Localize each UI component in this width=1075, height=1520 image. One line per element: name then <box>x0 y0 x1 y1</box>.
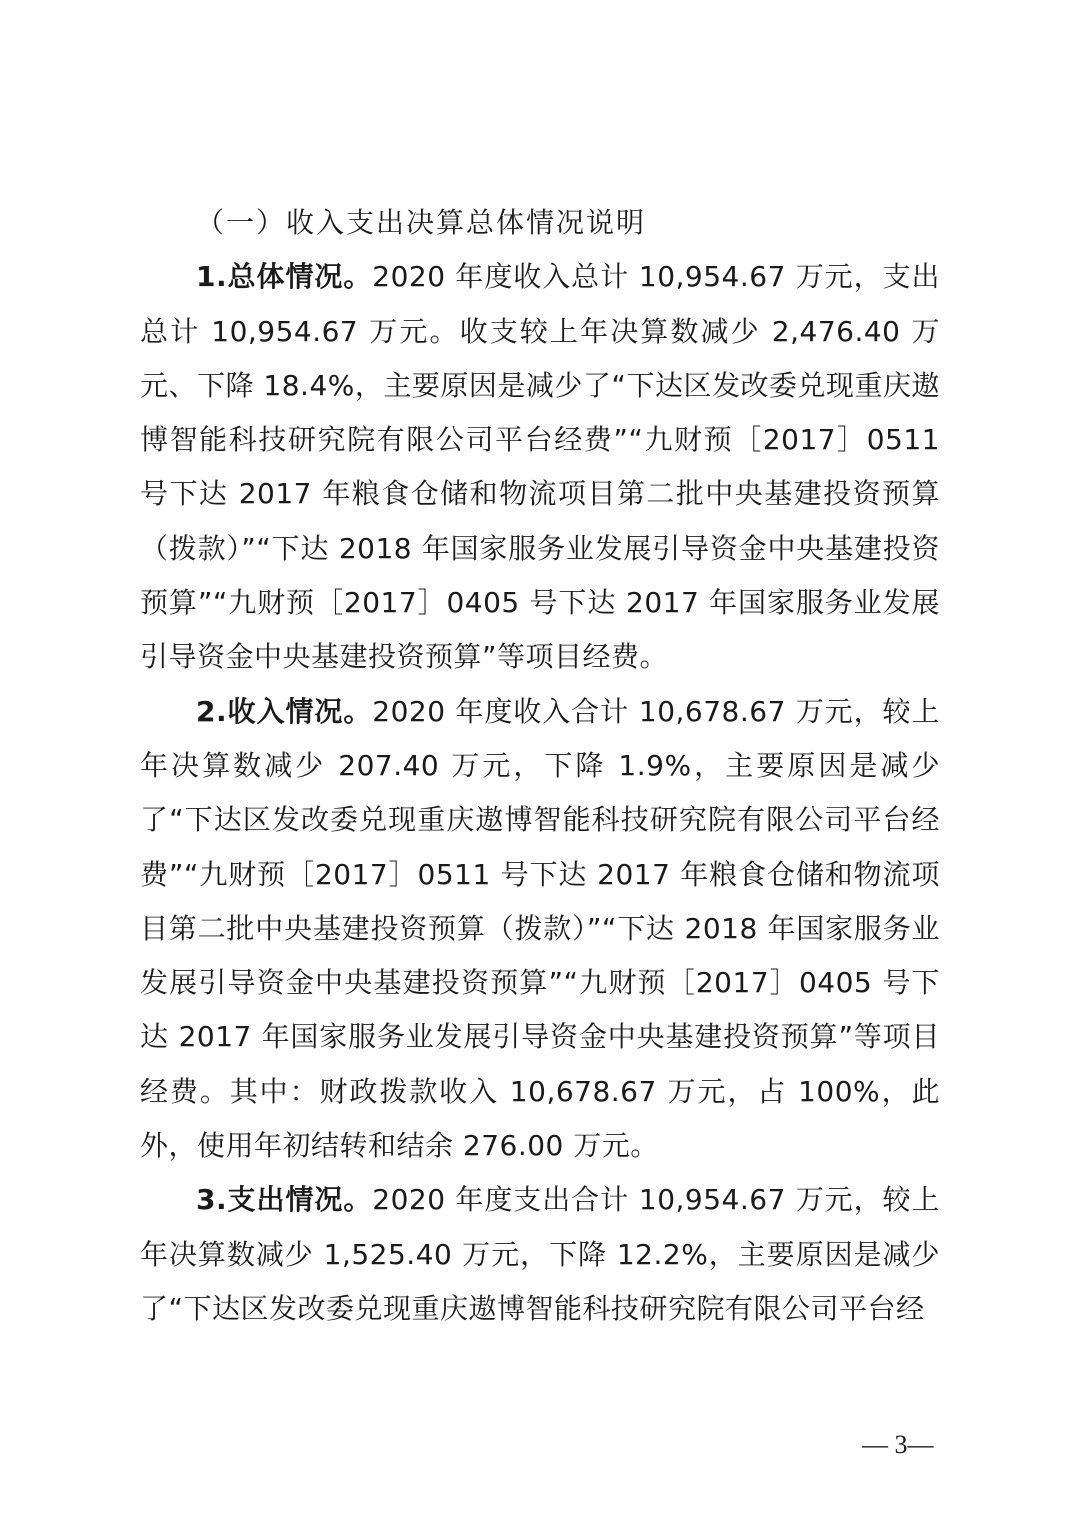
section-heading: （一）收入支出决算总体情况说明 <box>196 206 647 239</box>
paragraph-lead: 3.支出情况。 <box>196 1183 373 1217</box>
paragraph-text: 2020 年度收入合计 10,678.67 万元，较上年决算数减少 207.40 万元，下降 1.9%，主要原因是减少了“下达区发改委兑现重庆遨博智能科技研究院有限公司平台经费”“九财预［2017］0511 号下达 2017 年粮食仓储和物流项目第二批中央基建投资预算（拨款）”“下达 2018 年国家服务业发展引导资金中央基建投资预算”“九财预［2017］0405 号下达 2017 年国家服务业发展引导资金中央基建投资预算”等项目经费。其中：财政拨款收入 10,678.67 万元，占 100%，此外，使用年初结转和结余 276.00 万元。 <box>140 694 940 1163</box>
paragraph-text: 2020 年度支出合计 10,954.67 万元，较上年决算数减少 1,525.40 万元，下降 12.2%，主要原因是减少了“下达区发改委兑现重庆遨博智能科技研究院有限公司平台经 <box>140 1183 940 1325</box>
paragraph-lead: 2.收入情况。 <box>196 694 373 728</box>
paragraph-overall <box>140 250 940 684</box>
paragraph-expenditure <box>140 1173 940 1336</box>
paragraph-lead: 1.总体情况。 <box>196 260 373 294</box>
paragraph-text: 2020 年度收入总计 10,954.67 万元，支出总计 10,954.67 万元。收支较上年决算数减少 2,476.40 万元、下降 18.4%，主要原因是减少了“下达区发改委兑现重庆遨博智能科技研究院有限公司平台经费”“九财预［2017］0511 号下达 2017 年粮食仓储和物流项目第二批中央基建投资预算（拨款）”“下达 2018 年国家服务业发展引导资金中央基建投资预算”“九财预［2017］0405 号下达 2017 年国家服务业发展引导资金中央基建投资预算”等项目经费。 <box>140 260 940 674</box>
page-number: — 3— <box>862 1430 934 1459</box>
document-body <box>140 196 940 1336</box>
paragraph-income <box>140 685 940 1174</box>
